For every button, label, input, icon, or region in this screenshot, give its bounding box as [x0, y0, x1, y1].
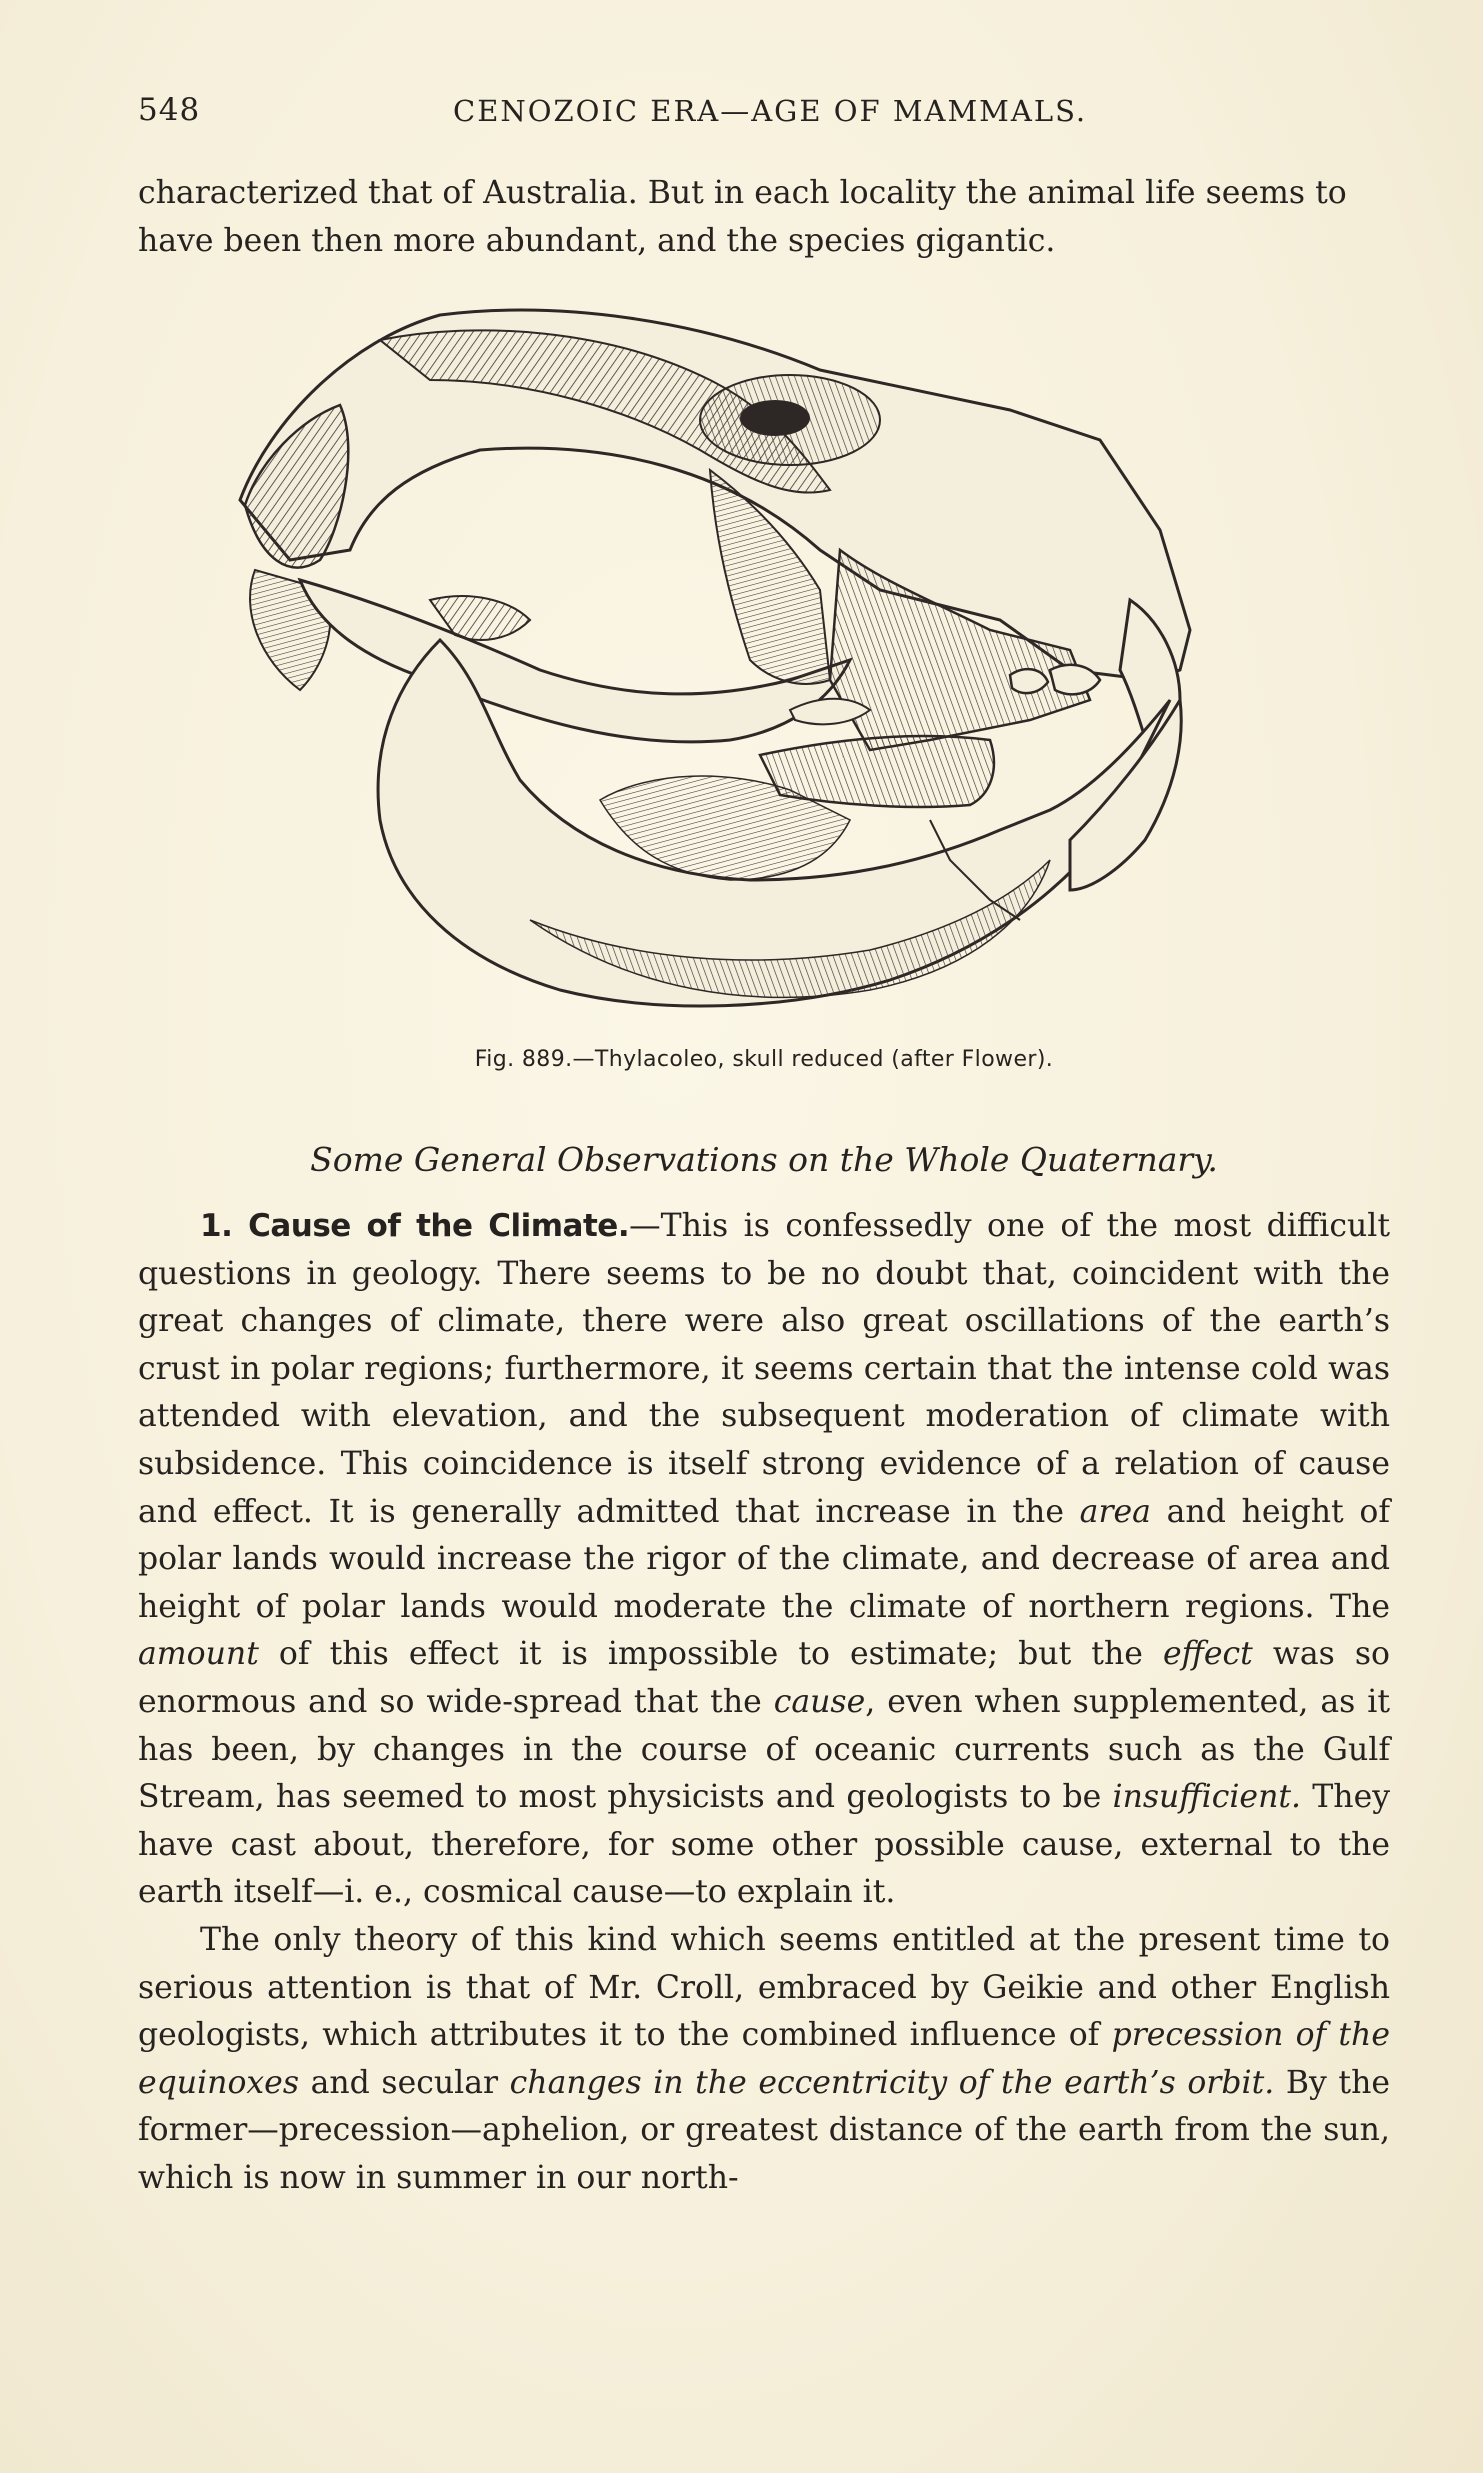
lower-carnassial	[760, 736, 994, 807]
paragraph-cause-of-climate	[138, 1203, 1390, 1917]
paragraph-croll-theory	[138, 1917, 1390, 2203]
page-header	[138, 92, 1388, 132]
figure-caption: Fig. 889.—Thylacoleo, skull reduced (after Flower).	[474, 1047, 1054, 1072]
intro-paragraph	[138, 170, 1390, 265]
emphasis-eccentricity: changes in the eccentricity of the earth’s orbit.	[509, 2064, 1275, 2101]
emphasis-amount: amount	[138, 1636, 259, 1673]
page-number: 548	[138, 92, 201, 128]
emphasis-precession: precession of the equinoxes	[138, 2017, 1390, 2101]
paragraph-text: of this effect it is impossible to estimate; but the	[258, 1636, 1163, 1673]
emphasis-effect: effect	[1162, 1636, 1253, 1673]
paragraph-text: , even when supplemented, as it has been, by changes in the course of oceanic currents such as the Gulf Stream, has seemed to most physicists and geologists to be	[138, 1683, 1390, 1816]
paragraph-text: —This is confessedly one of the most difficult questions in geology. There seems to be no doubt that, coincident with the great changes of climate, there were also great oscillations of the earth’s crust in polar regions; furthermore, it seems certain that the intense cold was attended with elevation, and the subsequent moderation of climate with subsidence. This coincidence is itself strong evidence of a relation of cause and effect. It is generally admitted that increase in the	[138, 1208, 1390, 1530]
running-head: CENOZOIC ERA—AGE OF MAMMALS.	[453, 94, 1088, 128]
figure-thylacoleo-skull	[230, 300, 1290, 1030]
paragraph-heading: 1. Cause of the Climate.	[200, 1208, 630, 1244]
body-text	[138, 1203, 1390, 2202]
paragraph-text: They have cast about, therefore, for some other possible cause, external to the earth itself—i. e., cosmical cause—to explain it.	[138, 1779, 1391, 1911]
paragraph-text: and secular	[299, 2064, 510, 2101]
emphasis-area: area	[1079, 1493, 1151, 1530]
intro-text: characterized that of Australia. But in each locality the animal life seems to have been then more abundant, and the species gigantic.	[138, 175, 1347, 259]
paragraph-text: The only theory of this kind which seems entitled at the present time to serious attention is that of Mr. Croll, embraced by Geikie and other English geologists, which attributes it to the combined influence of	[138, 1921, 1390, 2054]
emphasis-cause: cause	[773, 1683, 866, 1720]
emphasis-insufficient: insufficient.	[1112, 1779, 1302, 1816]
skull-illustration	[230, 300, 1290, 1030]
paragraph-text: was so enormous and so wide-spread that the	[138, 1636, 1390, 1720]
paragraph-text: By the former—precession—aphelion, or greatest distance of the earth from the sun, which is now in summer in our north-	[138, 2064, 1390, 2196]
paragraph-text: and height of polar lands would increase the rigor of the climate, and decrease of area and height of polar lands would moderate the climate of northern regions. The	[138, 1493, 1390, 1625]
section-title: Some General Observations on the Whole Quaternary.	[310, 1140, 1218, 1179]
